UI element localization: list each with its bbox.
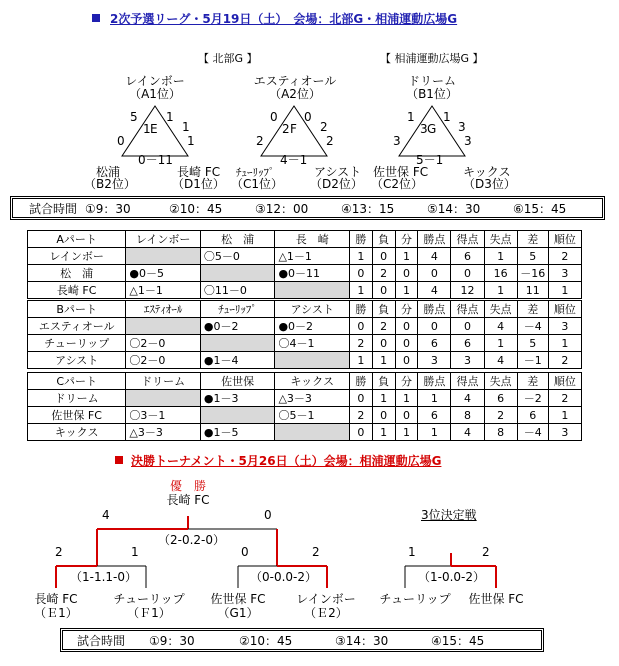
final-header: 決勝トーナメント・5月26日（土）会場：相浦運動広場G [115, 452, 441, 469]
header-cell: 勝 [350, 373, 373, 390]
stat-cell: 1 [548, 282, 581, 299]
time-slot-1: ①9：30 [149, 633, 195, 648]
group-f-left-name: ﾁｭｰﾘｯﾌﾟ [236, 166, 275, 179]
result-cell: 〇11－0 [200, 282, 275, 299]
group-g-score-tl-out: 1 [407, 110, 415, 124]
header-cell: 佐世保 [200, 373, 275, 390]
group-e-right-name: 長崎 FC [177, 165, 221, 179]
stat-cell: 1 [350, 352, 373, 369]
stat-cell: 16 [484, 265, 517, 282]
header-cell: 順位 [548, 301, 581, 318]
group-f-right-rank: （D2位） [310, 177, 363, 191]
stat-cell: 5 [517, 335, 548, 352]
group-e-left-rank: （B2位） [84, 177, 136, 191]
stat-cell: 5 [517, 248, 548, 265]
third-left-score: 1 [408, 545, 416, 559]
stat-cell: 2 [350, 407, 373, 424]
team-name: 長崎 FC [28, 282, 126, 299]
header-cell: 分 [395, 301, 418, 318]
result-cell: 〇3－1 [126, 407, 201, 424]
time-label: 試合時間 [77, 633, 126, 648]
result-cell: △3－3 [275, 390, 350, 407]
stat-cell: －16 [517, 265, 548, 282]
stat-cell: 1 [548, 335, 581, 352]
team-third-right-name: 佐世保 FC [468, 592, 524, 606]
semi2-left-score: 0 [241, 545, 249, 559]
stat-cell: 8 [451, 407, 484, 424]
header-cell: 負 [372, 231, 395, 248]
header-cell: 差 [517, 301, 548, 318]
header-cell: 分 [395, 231, 418, 248]
time-slot-6: ⑥15：45 [513, 201, 567, 216]
group-e-top-name: レインボー [125, 74, 185, 88]
team-name: 佐世保 FC [28, 407, 126, 424]
header-cell: ｴｽﾃｨｵｰﾙ [126, 301, 201, 318]
stat-cell: 4 [484, 318, 517, 335]
venue-north: 【 北部G 】 [198, 52, 258, 65]
stat-cell: 1 [350, 248, 373, 265]
team-name: アシスト [28, 352, 126, 369]
stat-cell: 2 [372, 318, 395, 335]
group-g-top-rank: （B1位） [406, 87, 458, 101]
stat-cell: 1 [484, 282, 517, 299]
header-cell: 差 [517, 373, 548, 390]
header-cell: 勝点 [418, 231, 451, 248]
stat-cell: －4 [517, 424, 548, 441]
result-cell: ●1－4 [200, 352, 275, 369]
stat-cell: 1 [548, 407, 581, 424]
group-g-letter: G [427, 122, 437, 136]
time-slot-4: ④15：45 [431, 633, 485, 648]
group-g-score-tl-in: 3 [420, 122, 428, 136]
stat-cell: 2 [350, 335, 373, 352]
header-cell: ﾁｭｰﾘｯﾌﾟ [200, 301, 275, 318]
header-cell: 勝点 [418, 373, 451, 390]
third-place-label: 3位決定戦 [421, 508, 477, 522]
header-cell: 勝 [350, 231, 373, 248]
stat-cell: 1 [350, 282, 373, 299]
header-cell: Aパート [28, 231, 126, 248]
team-g1-name: 佐世保 FC [210, 592, 266, 606]
semi2-right-score: 2 [312, 545, 320, 559]
result-cell: ●0－11 [275, 265, 350, 282]
stat-cell: 0 [372, 335, 395, 352]
stat-cell: 1 [372, 352, 395, 369]
stat-cell: 3 [451, 352, 484, 369]
group-e-right-rank: （D1位） [172, 177, 225, 191]
stat-cell: 1 [484, 248, 517, 265]
stat-cell: 0 [418, 265, 451, 282]
stat-cell: －2 [517, 390, 548, 407]
team-name: レインボー [28, 248, 126, 265]
stat-cell: 0 [350, 390, 373, 407]
group-g-left-name: 佐世保 FC [373, 165, 429, 179]
time-schedule-final [62, 630, 542, 650]
group-e-top-rank: （A1位） [129, 87, 181, 101]
group-g-top-name: ドリーム [407, 74, 456, 88]
team-g1-seed: （G1） [217, 606, 259, 620]
semi1-detail: （1-1.1-0） [70, 570, 138, 584]
semi1-left-score: 2 [55, 545, 63, 559]
final-right-score: 0 [264, 508, 272, 522]
semi2-detail: （0-0.0-2） [250, 570, 318, 584]
team-e2-name: レインボー [296, 592, 356, 606]
group-e-left-name: 松浦 [95, 165, 120, 179]
stat-cell: 0 [350, 424, 373, 441]
header-cell: ドリーム [126, 373, 201, 390]
team-name: エスティオール [28, 318, 126, 335]
stat-cell: 1 [372, 390, 395, 407]
time-slot-3: ③12：00 [255, 201, 309, 216]
header-cell: レインボー [126, 231, 201, 248]
third-detail: （1-0.0-2） [418, 570, 486, 584]
group-e-score-br: 1 [187, 134, 195, 148]
stat-cell: 1 [484, 335, 517, 352]
team-third-left-name: チューリップ [379, 592, 451, 606]
time-slot-2: ②10：45 [239, 633, 293, 648]
group-e-score-bl: 0 [117, 134, 125, 148]
header-cell: 分 [395, 373, 418, 390]
stat-cell: 0 [451, 318, 484, 335]
stat-cell: 3 [548, 265, 581, 282]
group-f-score-tl-out: 0 [270, 110, 278, 124]
result-cell: ●0－2 [200, 318, 275, 335]
stat-cell: 4 [451, 424, 484, 441]
team-name: 松 浦 [28, 265, 126, 282]
result-cell: ●0－2 [275, 318, 350, 335]
time-slot-4: ④13：15 [341, 201, 395, 216]
result-cell: ●1－5 [200, 424, 275, 441]
stat-cell: 0 [395, 335, 418, 352]
stat-cell: 1 [395, 282, 418, 299]
result-cell: ●1－3 [200, 390, 275, 407]
stat-cell: 1 [372, 424, 395, 441]
team-name: キックス [28, 424, 126, 441]
group-f-score-tr-in: 0 [304, 110, 312, 124]
group-e-score-tl-in: 1 [143, 122, 151, 136]
stat-cell: 0 [418, 318, 451, 335]
header-cell: 順位 [548, 231, 581, 248]
group-f-score-bl: 2 [256, 134, 264, 148]
group-g-right-name: キックス [463, 165, 511, 179]
header-cell: 順位 [548, 373, 581, 390]
stat-cell: 6 [418, 407, 451, 424]
stat-cell: 8 [484, 424, 517, 441]
result-cell: 〇4－1 [275, 335, 350, 352]
stat-cell: 2 [548, 390, 581, 407]
stat-cell: 1 [395, 390, 418, 407]
group-f-top-name: エスティオール [253, 74, 337, 88]
stat-cell: 6 [418, 335, 451, 352]
stat-cell: 1 [395, 424, 418, 441]
header-cell: 勝 [350, 301, 373, 318]
group-f-top-rank: （A2位） [269, 87, 321, 101]
stat-cell: －4 [517, 318, 548, 335]
header-cell: キックス [275, 373, 350, 390]
result-cell: 〇5－0 [200, 248, 275, 265]
stat-cell: 6 [517, 407, 548, 424]
group-f-score-br: 2 [326, 134, 334, 148]
group-f-right-name: アシスト [314, 165, 362, 179]
third-right-score: 2 [482, 545, 490, 559]
group-g-score-tr-in: 1 [443, 110, 451, 124]
stat-cell: 0 [451, 265, 484, 282]
team-name: チューリップ [28, 335, 126, 352]
champion-team: 長崎 FC [166, 493, 210, 507]
stat-cell: 4 [484, 352, 517, 369]
group-e-letter: E [150, 122, 158, 136]
stat-cell: 6 [451, 248, 484, 265]
team-f1-seed: （Ｆ1） [127, 606, 171, 620]
result-cell: △3－3 [126, 424, 201, 441]
group-g-left-rank: （C2位） [371, 177, 424, 191]
team-name: ドリーム [28, 390, 126, 407]
final-detail: （2-0.2-0） [158, 533, 226, 547]
header-cell: 失点 [484, 231, 517, 248]
group-f-letter: F [290, 122, 297, 136]
header-cell: 長 崎 [275, 231, 350, 248]
time-slot-3: ③14：30 [335, 633, 389, 648]
header-cell: 負 [372, 301, 395, 318]
team-f1-name: チューリップ [113, 592, 185, 606]
stat-cell: 6 [484, 390, 517, 407]
team-e1-seed: （Ｅ1） [34, 606, 78, 620]
venue-ainoura: 【 相浦運動広場G 】 [380, 52, 484, 65]
result-cell: 〇5－1 [275, 407, 350, 424]
group-g-score-br: 3 [464, 134, 472, 148]
stat-cell: 0 [395, 352, 418, 369]
time-slot-2: ②10：45 [169, 201, 223, 216]
group-g-score-bottom: 5－1 [416, 153, 444, 167]
final-left-score: 4 [102, 508, 110, 522]
header-cell: 失点 [484, 373, 517, 390]
group-e-score-bottom: 0－11 [138, 153, 173, 167]
group-f-score-tr-out: 2 [320, 120, 328, 134]
stat-cell: 0 [395, 407, 418, 424]
group-f-score-bottom: 4－1 [280, 153, 308, 167]
result-cell: 〇2－0 [126, 335, 201, 352]
league-header: 2次予選リーグ・5月19日（土） 会場：北部G・相浦運動広場G [92, 10, 457, 27]
header-cell: 得点 [451, 373, 484, 390]
header-cell: 得点 [451, 301, 484, 318]
stat-cell: 0 [372, 407, 395, 424]
stat-cell: 0 [372, 248, 395, 265]
stat-cell: 0 [395, 318, 418, 335]
stat-cell: 1 [418, 390, 451, 407]
stat-cell: 2 [372, 265, 395, 282]
champion-label: 優 勝 [169, 479, 206, 493]
time-slot-5: ⑤14：30 [427, 201, 481, 216]
result-cell: △1－1 [126, 282, 201, 299]
stat-cell: 1 [418, 424, 451, 441]
group-f-score-tl-in: 2 [282, 122, 290, 136]
header-cell: 勝点 [418, 301, 451, 318]
result-cell: 〇2－0 [126, 352, 201, 369]
stat-cell: －1 [517, 352, 548, 369]
time-label: 試合時間 [29, 201, 78, 216]
stat-cell: 1 [395, 248, 418, 265]
stat-cell: 4 [418, 248, 451, 265]
team-e1-name: 長崎 FC [34, 592, 78, 606]
group-g-right-rank: （D3位） [463, 177, 516, 191]
stat-cell: 0 [395, 265, 418, 282]
group-e-score-tr-in: 1 [166, 110, 174, 124]
stat-cell: 2 [548, 248, 581, 265]
header-cell: Bパート [28, 301, 126, 318]
header-cell: 得点 [451, 231, 484, 248]
header-cell: 差 [517, 231, 548, 248]
stat-cell: 4 [418, 282, 451, 299]
result-cell: ●0－5 [126, 265, 201, 282]
stat-cell: 3 [548, 424, 581, 441]
stat-cell: 2 [548, 352, 581, 369]
stat-cell: 0 [350, 265, 373, 282]
header-cell: 松 浦 [200, 231, 275, 248]
group-e-score-tl-out: 5 [130, 110, 138, 124]
stat-cell: 6 [451, 335, 484, 352]
stat-cell: 0 [372, 282, 395, 299]
header-cell: 負 [372, 373, 395, 390]
header-cell: Cパート [28, 373, 126, 390]
semi1-right-score: 1 [131, 545, 139, 559]
stat-cell: 0 [350, 318, 373, 335]
group-e-score-tr-out: 1 [182, 120, 190, 134]
stat-cell: 2 [484, 407, 517, 424]
group-g-score-bl: 3 [393, 134, 401, 148]
team-e2-seed: （Ｅ2） [304, 606, 348, 620]
group-f-left-rank: （C1位） [231, 177, 284, 191]
time-slot-1: ①9：30 [85, 201, 131, 216]
stat-cell: 3 [418, 352, 451, 369]
stat-cell: 3 [548, 318, 581, 335]
stat-cell: 12 [451, 282, 484, 299]
header-cell: 失点 [484, 301, 517, 318]
group-g-score-tr-out: 3 [458, 120, 466, 134]
stat-cell: 11 [517, 282, 548, 299]
header-cell: アシスト [275, 301, 350, 318]
stat-cell: 4 [451, 390, 484, 407]
result-cell: △1－1 [275, 248, 350, 265]
